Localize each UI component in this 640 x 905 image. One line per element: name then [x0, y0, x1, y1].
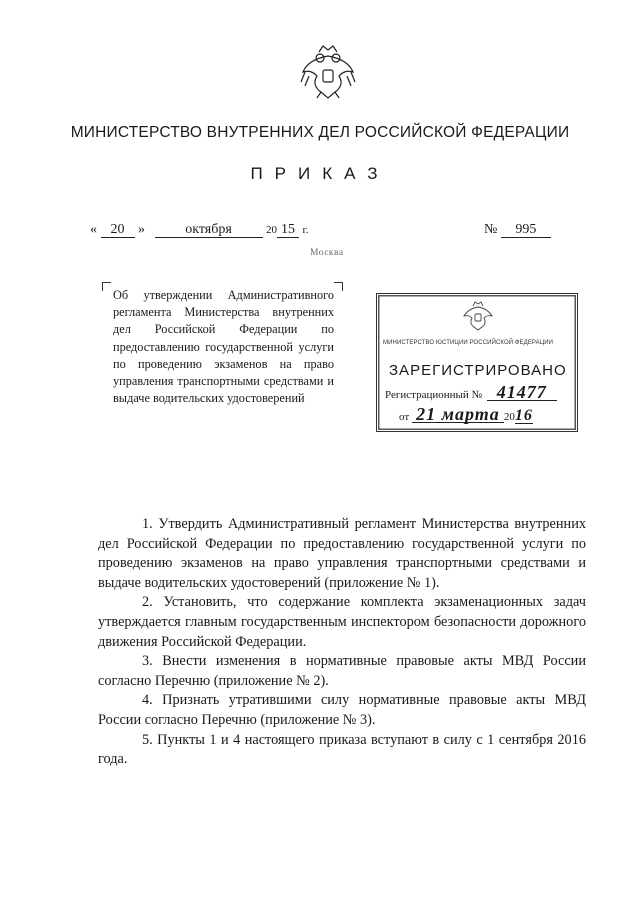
stamp-organization: МИНИСТЕРСТВО ЮСТИЦИИ РОССИЙСКОЙ ФЕДЕРАЦИИ	[383, 340, 554, 346]
body-paragraph: 5. Пункты 1 и 4 настоящего приказа вступают в силу с 1 сентября 2016 года.	[98, 731, 586, 768]
year-prefix: 20	[266, 224, 277, 236]
body-paragraph: 2. Установить, что содержание комплекта экзаменационных задач утверждается главным государственным инспектором безопасности дорожного движения Российской Федерации.	[98, 594, 586, 650]
date-month: октября	[155, 222, 263, 238]
year-suffix: 15	[277, 222, 299, 238]
quote-close: »	[138, 222, 145, 237]
date-day: 20	[101, 222, 135, 238]
year-unit: г.	[302, 224, 309, 236]
order-number	[484, 222, 551, 238]
stamp-emblem-icon	[461, 300, 495, 332]
number-label: №	[484, 222, 498, 237]
stamp-status: ЗАРЕГИСТРИРОВАНО	[389, 362, 567, 379]
coat-of-arms-emblem	[297, 42, 359, 102]
registration-stamp	[376, 293, 578, 432]
stamp-reg-number: 41477	[487, 385, 557, 401]
subject-text: Об утверждении Административного регламента Министерства внутренних дел Российской Федерации по предоставлению государственной услуги по проведению экзаменов на право управления транспортными средствами и выдаче водительских удостоверений	[113, 288, 334, 406]
stamp-date	[399, 404, 533, 424]
stamp-date-prefix: от	[399, 411, 410, 423]
stamp-reg-label: Регистрационный №	[385, 389, 483, 401]
stamp-date-handwritten: 21 марта	[412, 407, 504, 423]
stamp-year-prefix: 20	[503, 411, 515, 423]
number-value: 995	[501, 222, 551, 238]
stamp-year-handwritten: 16	[514, 407, 533, 424]
subject-corner-left	[102, 282, 111, 291]
stamp-registration	[385, 382, 557, 402]
quote-open: «	[90, 222, 97, 237]
body-paragraph: 4. Признать утратившими силу нормативные правовые акты МВД России согласно Перечню (приложение № 3).	[98, 692, 586, 728]
subject-corner-right	[334, 282, 343, 291]
city-label: Москва	[310, 248, 344, 258]
order-date	[90, 222, 309, 238]
ministry-title: МИНИСТЕРСТВО ВНУТРЕННИХ ДЕЛ РОССИЙСКОЙ ФЕДЕРАЦИИ	[70, 124, 570, 141]
order-subject	[113, 287, 334, 407]
document-type: ПРИКАЗ	[250, 164, 390, 183]
body-paragraph: 3. Внести изменения в нормативные правовые акты МВД России согласно Перечню (приложение № 2).	[98, 653, 586, 689]
order-body	[98, 515, 586, 770]
body-paragraph: 1. Утвердить Административный регламент Министерства внутренних дел Российской Федерации по предоставлению государственной услуги по проведению экзаменов на право управления транспортными средствами и выдаче водительских удостоверений (приложение № 1).	[98, 516, 586, 591]
